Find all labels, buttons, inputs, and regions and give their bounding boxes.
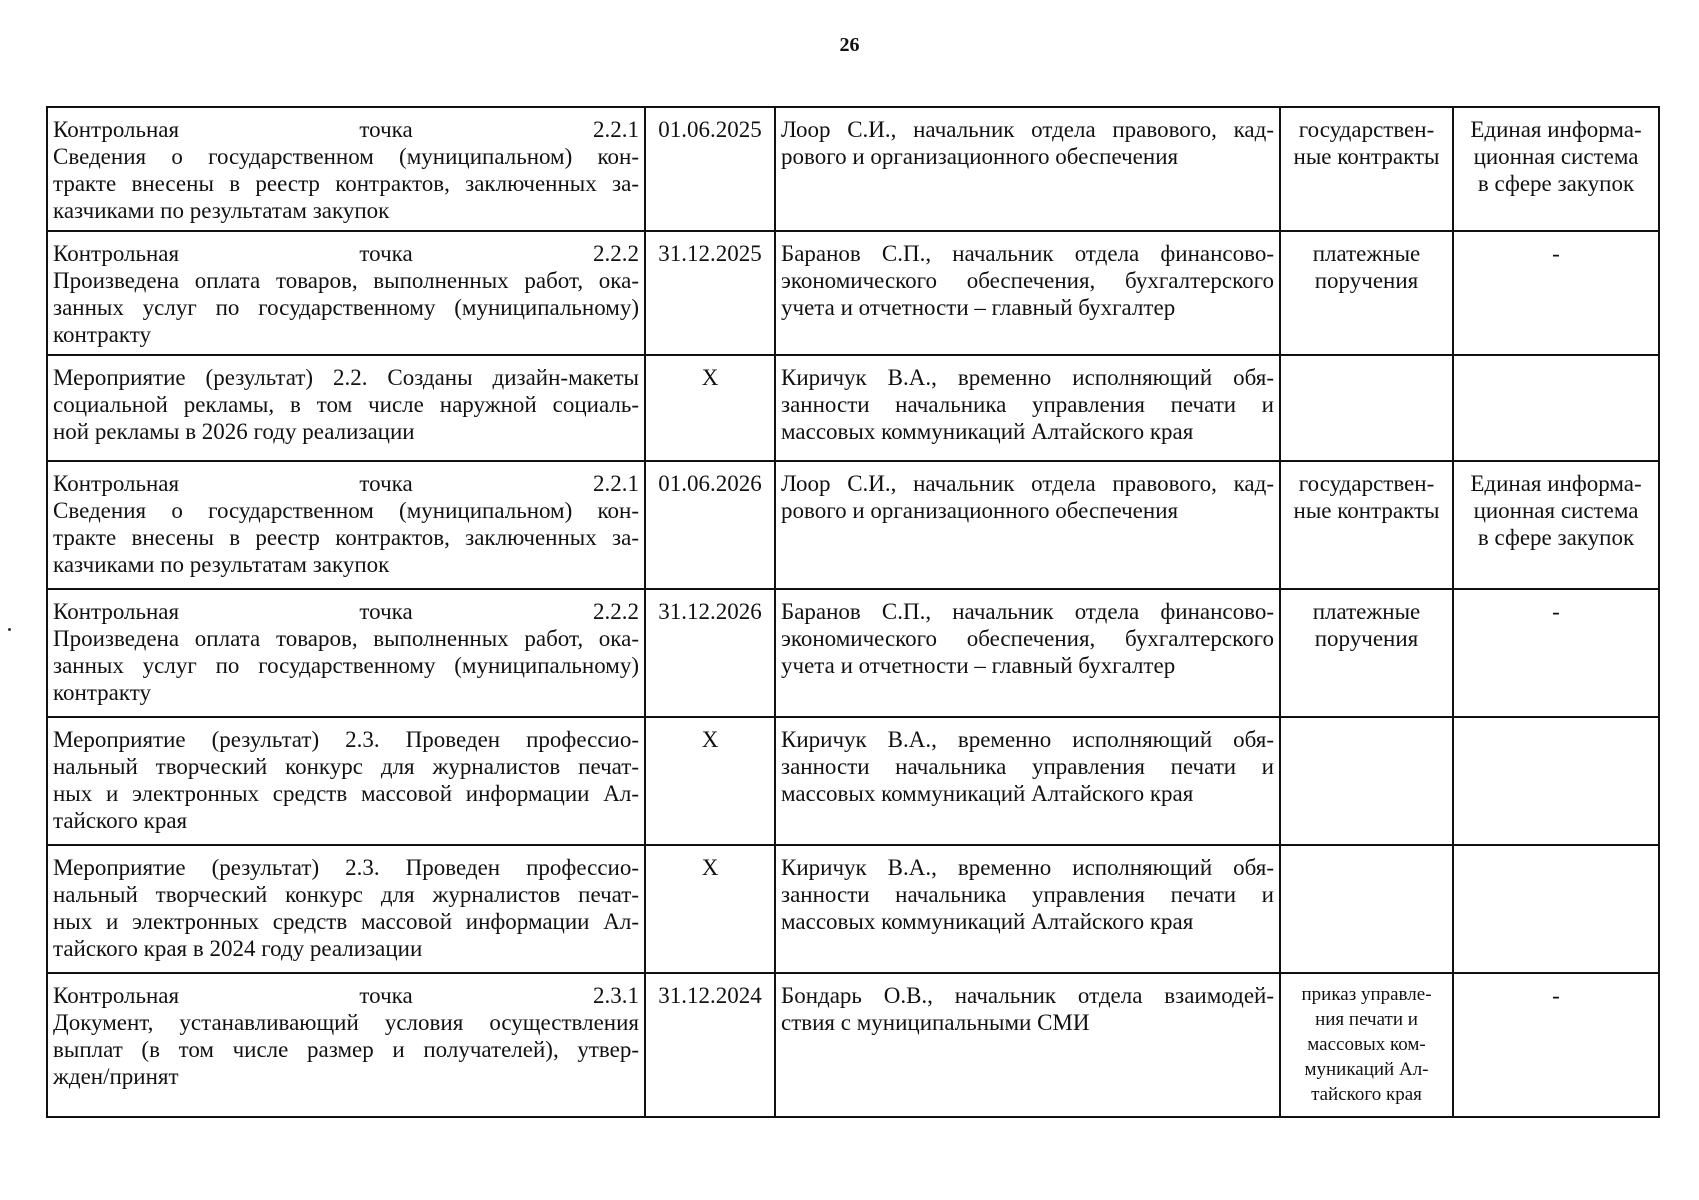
info-system-cell-line: Единая информа- [1470, 117, 1642, 142]
table-row [47, 107, 1659, 231]
event-cell-line: занных услуг по государственному (муниципальному) [53, 295, 639, 320]
event-cell-line: Документ, устанавливающий условия осуществления [53, 1010, 639, 1035]
event-cell-line: Произведена оплата товаров, выполненных работ, ока- [53, 268, 639, 293]
date-cell: Х [645, 355, 775, 461]
event-cell-line: тайского края в 2024 году реализации [53, 936, 423, 961]
responsible-cell-line: массовых коммуникаций Алтайского края [781, 909, 1194, 934]
page-number: 26 [839, 34, 860, 56]
document-cell-line: ные контракты [1293, 498, 1440, 523]
document-cell-line: поручения [1314, 626, 1419, 651]
responsible-cell [775, 717, 1280, 845]
responsible-cell-line: Лоор С.И., начальник отдела правового, кад- [781, 471, 1274, 496]
responsible-cell-line: Баранов С.П., начальник отдела финансово- [781, 241, 1274, 266]
event-cell-line: ной рекламы в 2026 году реализации [53, 419, 415, 444]
event-cell [47, 355, 645, 461]
info-system-cell-line: в сфере закупок [1477, 171, 1635, 196]
event-cell-line: Сведения о государственном (муниципальном) кон- [53, 498, 639, 523]
table-row [47, 845, 1659, 973]
responsible-cell-line: занности начальника управления печати и [781, 882, 1274, 907]
info-system-cell-line: ционная система [1473, 498, 1639, 523]
event-cell [47, 589, 645, 717]
event-cell-line: Сведения о государственном (муниципальном) кон- [53, 144, 639, 169]
info-system-cell [1453, 231, 1659, 355]
document-cell [1280, 355, 1453, 461]
event-cell-line: ных и электронных средств массовой информации Ал- [53, 909, 639, 934]
document-cell-line: платежные [1312, 599, 1421, 624]
responsible-cell-line: Киричук В.А., временно исполняющий обя- [781, 365, 1274, 390]
date-cell: 31.12.2025 [645, 231, 775, 355]
document-cell [1280, 589, 1453, 717]
document-cell-line: приказ управле- [1301, 984, 1432, 1005]
event-cell-line: жден/принят [53, 1064, 179, 1089]
responsible-cell-line: рового и организационного обеспечения [781, 144, 1179, 169]
date-cell: 01.06.2026 [645, 461, 775, 589]
event-cell-line: социальной рекламы, в том числе наружной социаль- [53, 392, 639, 417]
responsible-cell-line: массовых коммуникаций Алтайского края [781, 781, 1194, 806]
date-cell: Х [645, 845, 775, 973]
responsible-cell-line: учета и отчетности – главный бухгалтер [781, 653, 1176, 678]
responsible-cell [775, 973, 1280, 1117]
document-cell-line: государствен- [1298, 117, 1435, 142]
document-cell-line: государствен- [1298, 471, 1435, 496]
responsible-cell [775, 589, 1280, 717]
table-row [47, 231, 1659, 355]
event-cell-line: нальный творческий конкурс для журналистов печат- [53, 882, 639, 907]
event-cell-line: Произведена оплата товаров, выполненных работ, ока- [53, 626, 639, 651]
responsible-cell-line: экономического обеспечения, бухгалтерского [781, 626, 1274, 651]
date-cell: Х [645, 717, 775, 845]
date-cell: 31.12.2026 [645, 589, 775, 717]
info-system-cell [1453, 461, 1659, 589]
event-cell-line: тракте внесены в реестр контрактов, заключенных за- [53, 525, 639, 550]
event-cell-line: Контрольная точка 2.2.2 [53, 241, 639, 266]
responsible-cell [775, 845, 1280, 973]
responsible-cell-line: массовых коммуникаций Алтайского края [781, 419, 1194, 444]
event-cell-line: тракте внесены в реестр контрактов, заключенных за- [53, 171, 639, 196]
responsible-cell [775, 461, 1280, 589]
info-system-cell [1453, 355, 1659, 461]
document-cell-line: муникаций Ал- [1304, 1059, 1429, 1080]
plan-table-body [47, 107, 1659, 1117]
info-system-cell [1453, 973, 1659, 1117]
event-cell-line: Контрольная точка 2.2.2 [53, 599, 639, 624]
event-cell-line: тайского края [53, 808, 188, 833]
responsible-cell-line: Киричук В.А., временно исполняющий обя- [781, 855, 1274, 880]
responsible-cell-line: Киричук В.А., временно исполняющий обя- [781, 727, 1274, 752]
date-cell: 01.06.2025 [645, 107, 775, 231]
plan-table [46, 106, 1660, 1118]
table-row [47, 973, 1659, 1117]
responsible-cell-line: экономического обеспечения, бухгалтерского [781, 268, 1274, 293]
event-cell [47, 107, 645, 231]
date-cell: 31.12.2024 [645, 973, 775, 1117]
responsible-cell-line: рового и организационного обеспечения [781, 498, 1179, 523]
event-cell [47, 717, 645, 845]
responsible-cell-line: Бондарь О.В., начальник отдела взаимодей- [781, 983, 1274, 1008]
event-cell-line: Мероприятие (результат) 2.3. Проведен профессио- [53, 855, 639, 880]
document-cell [1280, 107, 1453, 231]
responsible-cell-line: занности начальника управления печати и [781, 392, 1274, 417]
responsible-cell-line: Лоор С.И., начальник отдела правового, кад- [781, 117, 1274, 142]
document-cell-line: ния печати и [1315, 1009, 1418, 1030]
info-system-cell-line: Единая информа- [1470, 471, 1642, 496]
document-cell-line: массовых ком- [1307, 1034, 1426, 1055]
event-cell-line: Контрольная точка 2.2.1 [53, 471, 639, 496]
responsible-cell [775, 355, 1280, 461]
event-cell [47, 461, 645, 589]
table-row [47, 355, 1659, 461]
table-row [47, 461, 1659, 589]
info-system-cell [1453, 589, 1659, 717]
document-cell-line: поручения [1314, 268, 1419, 293]
table-row [47, 589, 1659, 717]
document-cell [1280, 231, 1453, 355]
responsible-cell-line: ствия с муниципальными СМИ [781, 1010, 1090, 1035]
info-system-cell-line: в сфере закупок [1477, 525, 1635, 550]
event-cell-line: контракту [53, 322, 151, 347]
event-cell-line: Контрольная точка 2.2.1 [53, 117, 639, 142]
document-cell-line: тайского края [1311, 1084, 1422, 1105]
event-cell-line: казчиками по результатам закупок [53, 198, 390, 223]
event-cell-line: Мероприятие (результат) 2.2. Созданы дизайн-макеты [53, 365, 639, 390]
event-cell [47, 231, 645, 355]
scan-artifact-dot [8, 628, 11, 631]
table-row [47, 717, 1659, 845]
document-cell [1280, 717, 1453, 845]
event-cell-line: контракту [53, 680, 151, 705]
event-cell-line: Контрольная точка 2.3.1 [53, 983, 639, 1008]
event-cell-line: занных услуг по государственному (муниципальному) [53, 653, 639, 678]
info-system-cell-line: - [1552, 241, 1560, 266]
document-cell [1280, 973, 1453, 1117]
event-cell [47, 845, 645, 973]
info-system-cell [1453, 107, 1659, 231]
event-cell [47, 973, 645, 1117]
responsible-cell [775, 107, 1280, 231]
info-system-cell-line: ционная система [1473, 144, 1639, 169]
event-cell-line: Мероприятие (результат) 2.3. Проведен профессио- [53, 727, 639, 752]
event-cell-line: казчиками по результатам закупок [53, 552, 390, 577]
document-cell-line: платежные [1312, 241, 1421, 266]
info-system-cell [1453, 717, 1659, 845]
info-system-cell-line: - [1552, 983, 1560, 1008]
document-cell [1280, 461, 1453, 589]
responsible-cell-line: Баранов С.П., начальник отдела финансово- [781, 599, 1274, 624]
document-cell-line: ные контракты [1293, 144, 1440, 169]
responsible-cell [775, 231, 1280, 355]
info-system-cell-line: - [1552, 599, 1560, 624]
document-cell [1280, 845, 1453, 973]
event-cell-line: выплат (в том числе размер и получателей), утвер- [53, 1037, 639, 1062]
event-cell-line: нальный творческий конкурс для журналистов печат- [53, 754, 639, 779]
responsible-cell-line: занности начальника управления печати и [781, 754, 1274, 779]
event-cell-line: ных и электронных средств массовой информации Ал- [53, 781, 639, 806]
responsible-cell-line: учета и отчетности – главный бухгалтер [781, 295, 1176, 320]
info-system-cell [1453, 845, 1659, 973]
